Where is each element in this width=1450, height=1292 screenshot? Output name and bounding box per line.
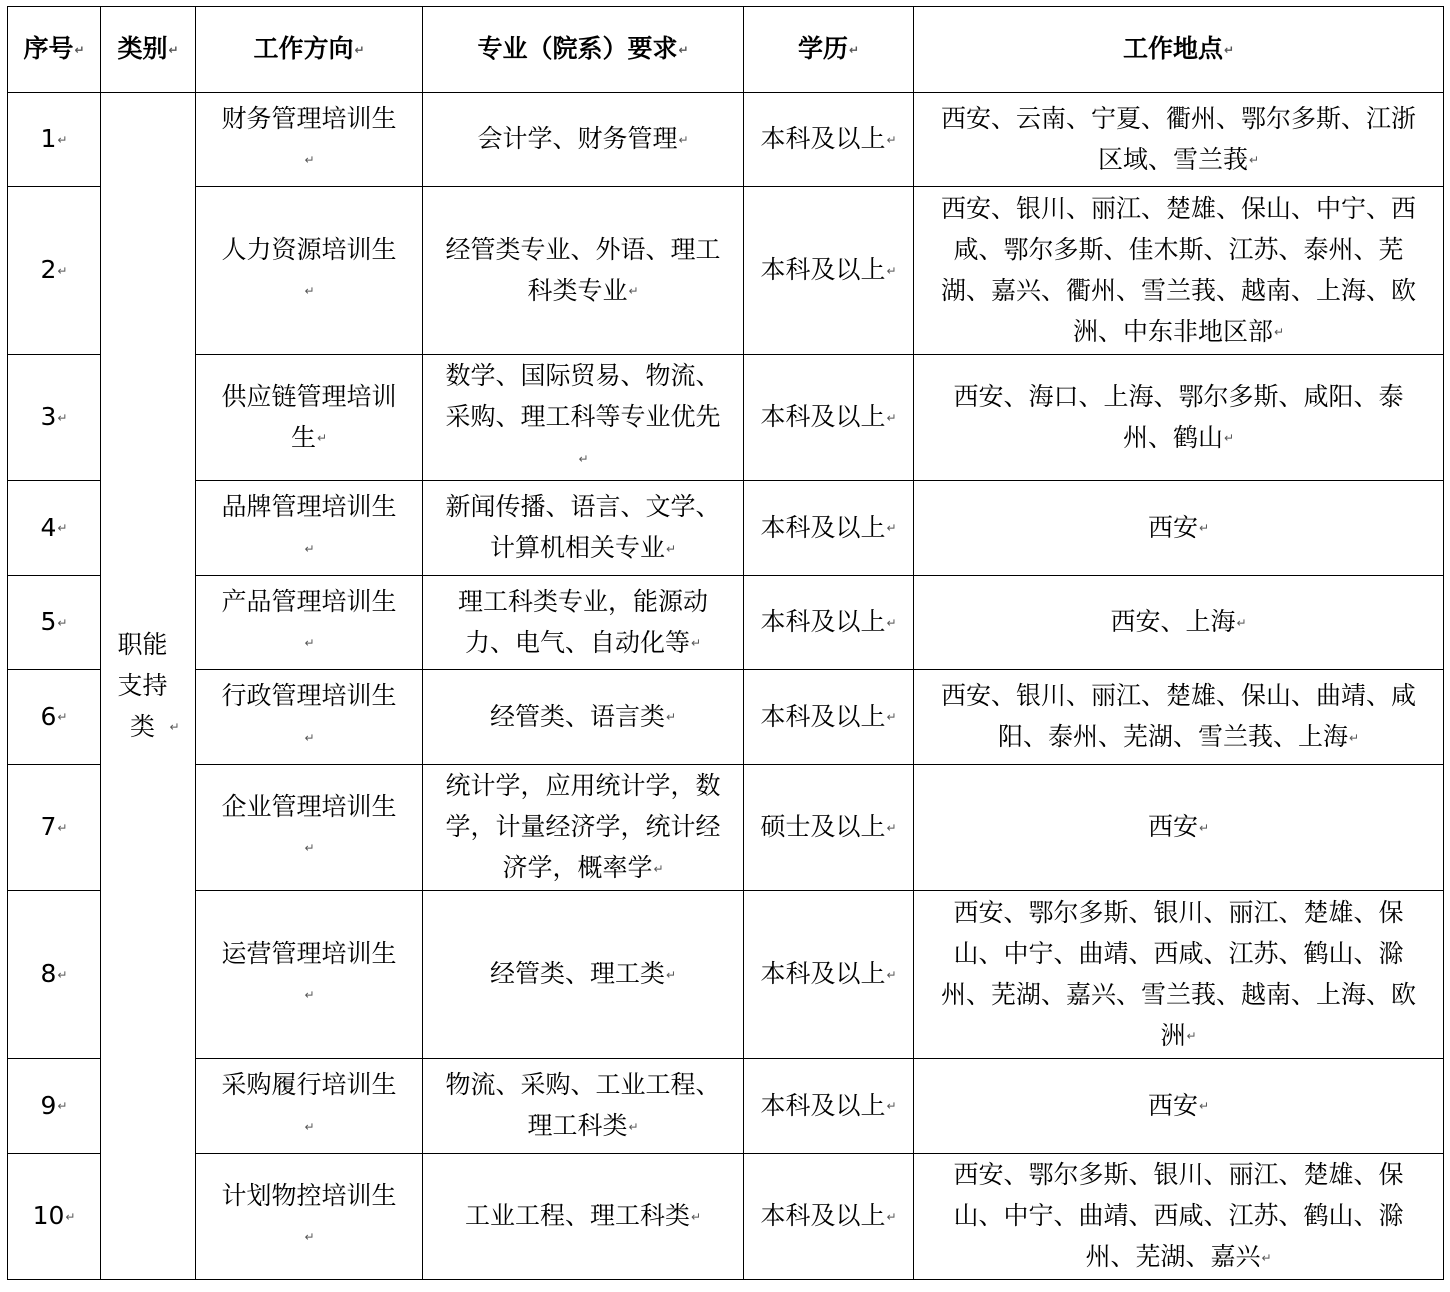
cell-major: 理工科类专业，能源动力、电气、自动化等↵: [423, 576, 744, 670]
cell-location: 西安↵: [914, 765, 1444, 891]
cell-education: 本科及以上↵: [744, 481, 914, 576]
cell-major: 统计学，应用统计学，数学，计量经济学，统计经济学，概率学↵: [423, 765, 744, 891]
table-row: [8, 891, 1444, 1059]
table-row: [8, 1154, 1444, 1280]
cell-major: 物流、采购、工业工程、理工科类↵: [423, 1059, 744, 1154]
cell-seq: 6↵: [8, 670, 101, 765]
cell-education: 硕士及以上↵: [744, 765, 914, 891]
cell-direction: 人力资源培训生↵: [196, 187, 423, 355]
cell-education: 本科及以上↵: [744, 187, 914, 355]
cell-seq: 3↵: [8, 355, 101, 481]
cell-direction: 财务管理培训生↵: [196, 93, 423, 187]
recruitment-table: [7, 6, 1444, 1280]
header-education: 学历↵: [744, 7, 914, 93]
table-row: [8, 355, 1444, 481]
cell-location: 西安、鄂尔多斯、银川、丽江、楚雄、保山、中宁、曲靖、西咸、江苏、鹤山、滁州、芜湖、嘉兴↵: [914, 1154, 1444, 1280]
cell-major: 新闻传播、语言、文学、计算机相关专业↵: [423, 481, 744, 576]
cell-major: 经管类、理工类↵: [423, 891, 744, 1059]
cell-education: 本科及以上↵: [744, 891, 914, 1059]
cell-location: 西安、银川、丽江、楚雄、保山、曲靖、咸阳、泰州、芜湖、雪兰莪、上海↵: [914, 670, 1444, 765]
cell-major: 工业工程、理工科类↵: [423, 1154, 744, 1280]
cell-seq: 10↵: [8, 1154, 101, 1280]
cell-education: 本科及以上↵: [744, 1154, 914, 1280]
table-row: [8, 481, 1444, 576]
table-row: [8, 1059, 1444, 1154]
cell-seq: 7↵: [8, 765, 101, 891]
header-category: 类别↵: [101, 7, 196, 93]
cell-seq: 5↵: [8, 576, 101, 670]
cell-seq: 8↵: [8, 891, 101, 1059]
table-row: [8, 765, 1444, 891]
header-direction: 工作方向↵: [196, 7, 423, 93]
cell-direction: 供应链管理培训生↵: [196, 355, 423, 481]
cell-direction: 产品管理培训生↵: [196, 576, 423, 670]
header-row: [8, 7, 1444, 93]
cell-seq: 4↵: [8, 481, 101, 576]
cell-education: 本科及以上↵: [744, 93, 914, 187]
cell-location: 西安、海口、上海、鄂尔多斯、咸阳、泰州、鹤山↵: [914, 355, 1444, 481]
header-major: 专业（院系）要求↵: [423, 7, 744, 93]
cell-direction: 采购履行培训生↵: [196, 1059, 423, 1154]
cell-major: 经管类专业、外语、理工科类专业↵: [423, 187, 744, 355]
cell-direction: 计划物控培训生↵: [196, 1154, 423, 1280]
header-location: 工作地点↵: [914, 7, 1444, 93]
cell-major: 数学、国际贸易、物流、采购、理工科等专业优先↵: [423, 355, 744, 481]
cell-direction: 行政管理培训生↵: [196, 670, 423, 765]
cell-location: 西安、云南、宁夏、衢州、鄂尔多斯、江浙区域、雪兰莪↵: [914, 93, 1444, 187]
cell-education: 本科及以上↵: [744, 670, 914, 765]
cell-location: 西安、上海↵: [914, 576, 1444, 670]
header-seq: 序号↵: [8, 7, 101, 93]
table-row: [8, 93, 1444, 187]
cell-location: 西安、银川、丽江、楚雄、保山、中宁、西咸、鄂尔多斯、佳木斯、江苏、泰州、芜湖、嘉兴、衢州、雪兰莪、越南、上海、欧洲、中东非地区部↵: [914, 187, 1444, 355]
cell-major: 经管类、语言类↵: [423, 670, 744, 765]
table-row: [8, 576, 1444, 670]
cell-direction: 企业管理培训生↵: [196, 765, 423, 891]
cell-direction: 品牌管理培训生↵: [196, 481, 423, 576]
cell-education: 本科及以上↵: [744, 1059, 914, 1154]
cell-direction: 运营管理培训生↵: [196, 891, 423, 1059]
cell-location: 西安↵: [914, 481, 1444, 576]
cell-major: 会计学、财务管理↵: [423, 93, 744, 187]
cell-category: 职能支持类 ↵: [101, 93, 196, 1280]
table-row: [8, 187, 1444, 355]
cell-education: 本科及以上↵: [744, 576, 914, 670]
cell-location: 西安、鄂尔多斯、银川、丽江、楚雄、保山、中宁、曲靖、西咸、江苏、鹤山、滁州、芜湖、嘉兴、雪兰莪、越南、上海、欧洲↵: [914, 891, 1444, 1059]
cell-seq: 9↵: [8, 1059, 101, 1154]
table-row: [8, 670, 1444, 765]
cell-education: 本科及以上↵: [744, 355, 914, 481]
cell-seq: 1↵: [8, 93, 101, 187]
cell-location: 西安↵: [914, 1059, 1444, 1154]
cell-seq: 2↵: [8, 187, 101, 355]
